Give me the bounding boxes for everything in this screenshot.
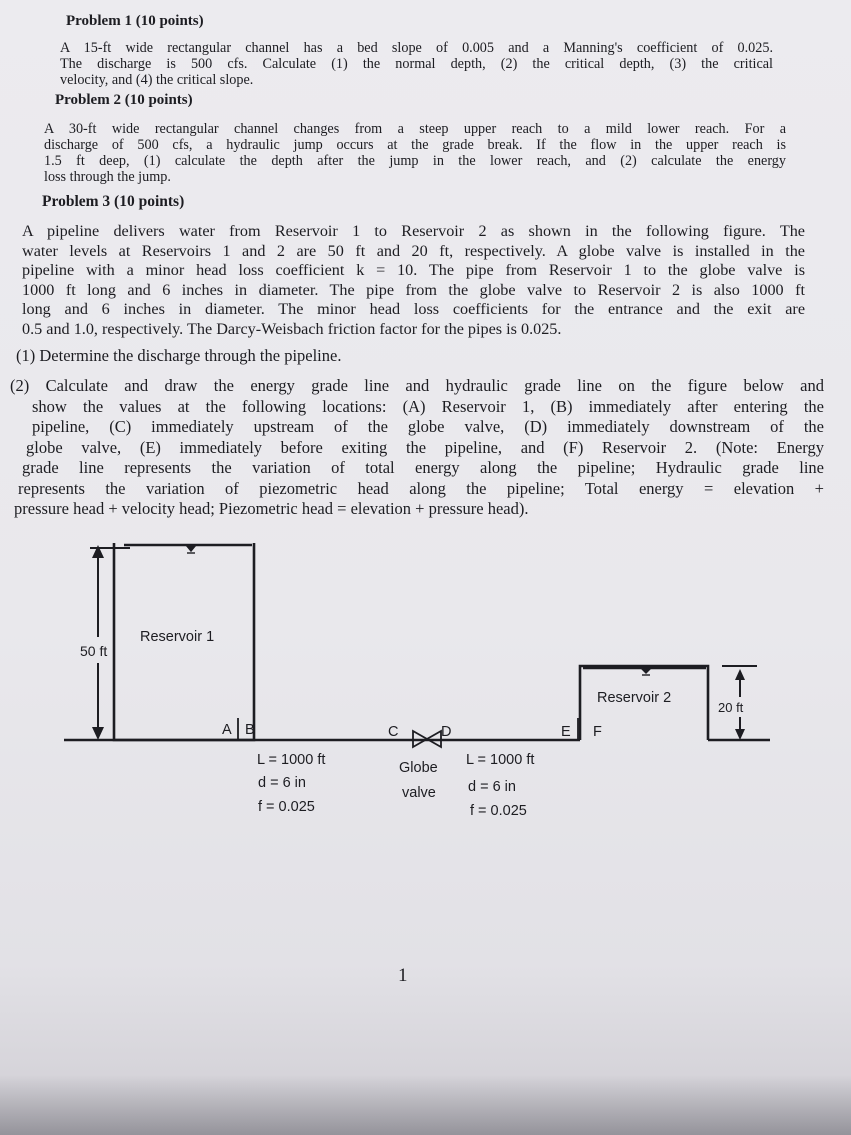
pipe-1-diameter: d = 6 in bbox=[258, 775, 306, 791]
problem-2-title: Problem 2 (10 points) bbox=[55, 92, 193, 108]
height-1-label: 50 ft bbox=[80, 643, 108, 659]
valve-label-line-2: valve bbox=[402, 785, 436, 801]
problem-1-line: velocity, and (4) the critical slope. bbox=[60, 72, 254, 88]
reservoir-1-label: Reservoir 1 bbox=[140, 629, 215, 645]
valve-label-line-1: Globe bbox=[399, 760, 438, 776]
problem-2-line: 1.5 ft deep, (1) calculate the depth after the jump in the lower reach, and (2) calculate the energy bbox=[44, 153, 786, 169]
question-2-line: (2) Calculate and draw the energy grade line and hydraulic grade line on the figure below and bbox=[10, 376, 824, 395]
problem-2-line: A 30-ft wide rectangular channel changes from a steep upper reach to a mild lower reach. For a bbox=[44, 121, 786, 137]
question-1: (1) Determine the discharge through the pipeline. bbox=[16, 346, 342, 365]
problem-3-line: A pipeline delivers water from Reservoir 1 to Reservoir 2 as shown in the following figure. The bbox=[22, 222, 805, 240]
problem-3-line: 0.5 and 1.0, respectively. The Darcy-Weisbach friction factor for the pipes is 0.025. bbox=[22, 319, 562, 338]
point-c-label: C bbox=[388, 724, 399, 740]
point-b-label: B bbox=[245, 722, 255, 738]
problem-3-line: pipeline with a minor head loss coefficient k = 10. The pipe from Reservoir 1 to the globe valve is bbox=[22, 261, 805, 280]
question-2-line: pipeline, (C) immediately upstream of the globe valve, (D) immediately downstream of the bbox=[32, 417, 824, 436]
height-2-label: 20 ft bbox=[718, 700, 744, 715]
arrow-up-icon bbox=[92, 545, 104, 558]
point-e-label: E bbox=[561, 724, 571, 740]
problem-1-line: A 15-ft wide rectangular channel has a bed slope of 0.005 and a Manning's coefficient of 0.025. bbox=[60, 40, 773, 56]
problem-3-title: Problem 3 (10 points) bbox=[42, 193, 185, 210]
pipe-1-length: L = 1000 ft bbox=[257, 752, 326, 768]
question-2-line: show the values at the following locations: (A) Reservoir 1, (B) immediately after entering the bbox=[32, 396, 824, 416]
point-a-label: A bbox=[222, 722, 232, 738]
arrow-down-icon bbox=[92, 727, 104, 740]
water-level-marker-icon bbox=[186, 545, 196, 551]
arrow-down-icon bbox=[735, 729, 745, 740]
problem-2-line: discharge of 500 cfs, a hydraulic jump occurs at the grade break. If the flow in the upper reach is bbox=[44, 137, 786, 153]
arrow-up-icon bbox=[735, 669, 745, 680]
water-level-marker-icon bbox=[641, 668, 651, 673]
problem-1-line: The discharge is 500 cfs. Calculate (1) the normal depth, (2) the critical depth, (3) the critical bbox=[60, 56, 773, 72]
page-number: 1 bbox=[398, 965, 408, 986]
point-f-label: F bbox=[593, 724, 602, 740]
pipe-2-diameter: d = 6 in bbox=[468, 779, 516, 795]
pipe-2-length: L = 1000 ft bbox=[466, 752, 535, 768]
point-d-label: D bbox=[441, 724, 452, 740]
reservoir-2-label: Reservoir 2 bbox=[597, 690, 672, 706]
problem-3-line: 1000 ft long and 6 inches in diameter. The pipe from the globe valve to Reservoir 2 is also 1000 ft bbox=[22, 280, 805, 299]
pipe-2-friction: f = 0.025 bbox=[470, 803, 527, 819]
problem-3-line: long and 6 inches in diameter. The minor head loss coefficients for the entrance and the exit are bbox=[22, 300, 805, 319]
problem-1-title: Problem 1 (10 points) bbox=[66, 13, 204, 29]
problem-3-line: water levels at Reservoirs 1 and 2 are 50 ft and 20 ft, respectively. A globe valve is installed in the bbox=[22, 241, 805, 260]
question-2-line: grade line represents the variation of total energy along the pipeline; Hydraulic grade line bbox=[22, 458, 824, 477]
problem-2-line: loss through the jump. bbox=[44, 169, 171, 185]
pipe-1-friction: f = 0.025 bbox=[258, 799, 315, 815]
question-2-line: represents the variation of piezometric head along the pipeline; Total energy = elevation + bbox=[18, 478, 824, 498]
question-2-line: pressure head + velocity head; Piezometric head = elevation + pressure head). bbox=[14, 499, 529, 518]
question-2-line: globe valve, (E) immediately before exiting the pipeline, and (F) Reservoir 2. (Note: Energy bbox=[26, 437, 824, 457]
